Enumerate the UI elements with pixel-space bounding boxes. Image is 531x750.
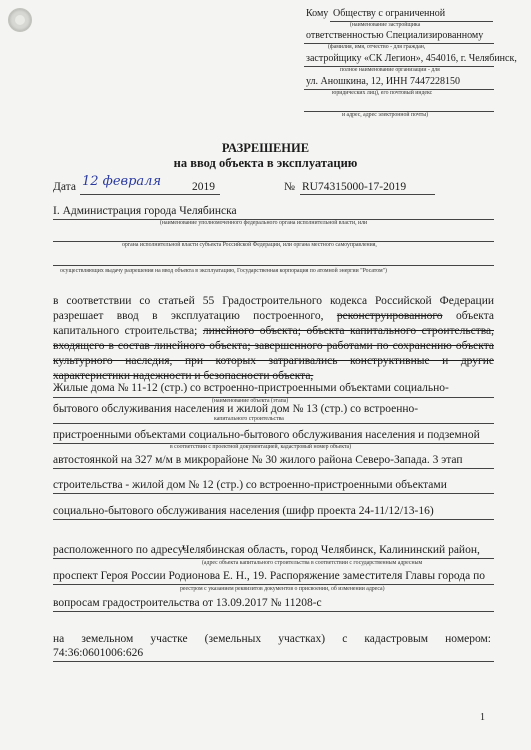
body-line-3b: линейного объекта; объекта капитального строительства, [202,325,495,337]
object-caption-3: в соответствии с проектной документацией, кадастровый номер объекта) [170,444,352,450]
land-plot-line [53,633,491,645]
authority-caption-3: осуществляющих выдачу разрешения на ввод объекта в эксплуатацию, Государственная корпорация по атомной энергии "Росатом") [60,268,387,274]
permit-number: RU74315000-17-2019 [302,181,407,193]
body-line-2c: объекта [455,310,495,322]
recipient-to-label: Кому [306,8,329,19]
land-word-5: участках) [278,633,326,645]
address-caption-2: реестром с указанием реквизитов документов о присвоении, об изменении адреса) [180,586,385,592]
land-word-3: участке [150,633,188,645]
body-line-3a: капитального строительства; [53,325,198,337]
object-line-4: автостоянкой на 327 м/м в микрорайоне № 30 жилого района Северо-Запада. 3 этап [53,454,463,466]
cadastral-number: 74:36:0601006:626 [53,647,144,659]
recipient-line-4: ул. Аношкина, 12, ИНН 7447228150 [306,76,460,87]
recipient-caption-2: (фамилия, имя, отчество - для граждан, [328,44,426,50]
address-line-1: Челябинская область, город Челябинск, Калининский район, [182,544,480,556]
recipient-line-2: ответственностью Специализированному [306,30,484,41]
object-line-1: Жилые дома № 11-12 (стр.) со встроенно-пристроенными объектами социально- [53,382,449,394]
recipient-caption-4: юридических лиц), его почтовый индекс [332,90,433,96]
land-word-6: с [342,633,348,645]
body-line-3 [53,324,494,339]
body-line-6: характеристики надежности и безопасности объекта, [53,370,314,382]
object-line-2: бытового обслуживания населения и жилой дом № 13 (стр.) со встроенно- [53,403,419,415]
recipient-caption-3: полное наименование организации - для [340,67,440,73]
body-line-5: культурного наследия, при которых затрагивались конструктивные и другие [53,355,494,367]
recipient-line-1: Обществу с ограниченной [333,8,446,19]
address-line-2: проспект Героя России Родионова Е. Н., 19. Распоряжение заместителя Главы города по [53,570,486,582]
body-line-2b: реконструированного [336,310,443,322]
body-line-2a: разрешает ввод в эксплуатацию построенного, [53,310,324,322]
body-line-4: входящего в состав линейного объекта; завершенного работами по сохранению объекта [53,340,494,352]
number-label: № [284,181,295,193]
land-word-2: земельном [81,633,134,645]
object-line-3: пристроенными объектами социально-бытового обслуживания населения и подземной [53,429,480,441]
object-caption-2: капитального строительства [214,416,284,422]
recipient-line-3: застройщику «СК Легион», 454016, г. Челябинск, [306,53,517,64]
punch-hole [8,8,32,32]
recipient-caption-5: и адрес, адрес электронной почты) [342,112,429,118]
body-line-2 [53,309,494,324]
authority-caption-2: органа исполнительной власти субъекта Российской Федерации, или органа местного самоуправления, [122,242,377,248]
handwritten-date: 12 февраля [82,174,162,189]
address-caption-1: (адрес объекта капитального строительства в соответствии с государственным адресным [202,560,423,566]
address-line-3: вопросам градостроительства от 13.09.2017 № 11208-с [53,597,322,609]
land-word-1: на [53,633,65,645]
document-subtitle: на ввод объекта в эксплуатацию [173,156,358,170]
land-word-8: номером: [445,633,491,645]
date-label: Дата [53,181,76,193]
object-caption-1: (наименование объекта (этапа) [212,398,289,404]
land-word-4: (земельных [204,633,262,645]
address-label: расположенного по адресу: [53,544,187,556]
page-number: 1 [480,712,485,723]
recipient-caption-1: (наименование застройщика [350,22,421,28]
authority-caption-1: (наименование уполномоченного федерального органа исполнительной власти, или [160,220,368,226]
land-word-7: кадастровым [364,633,429,645]
document-title: РАЗРЕШЕНИЕ [221,141,310,155]
object-line-6: социально-бытового обслуживания населения (шифр проекта 24-11/12/13-16) [53,505,434,517]
object-line-5: строительства - жилой дом № 12 (стр.) со встроенно-пристроенными объектами [53,479,447,491]
body-line-1: в соответствии со статьей 55 Градостроительного кодекса Российской Федерации [53,295,494,307]
issuing-authority: I. Администрация города Челябинска [53,205,237,217]
date-year: 2019 [192,181,215,193]
